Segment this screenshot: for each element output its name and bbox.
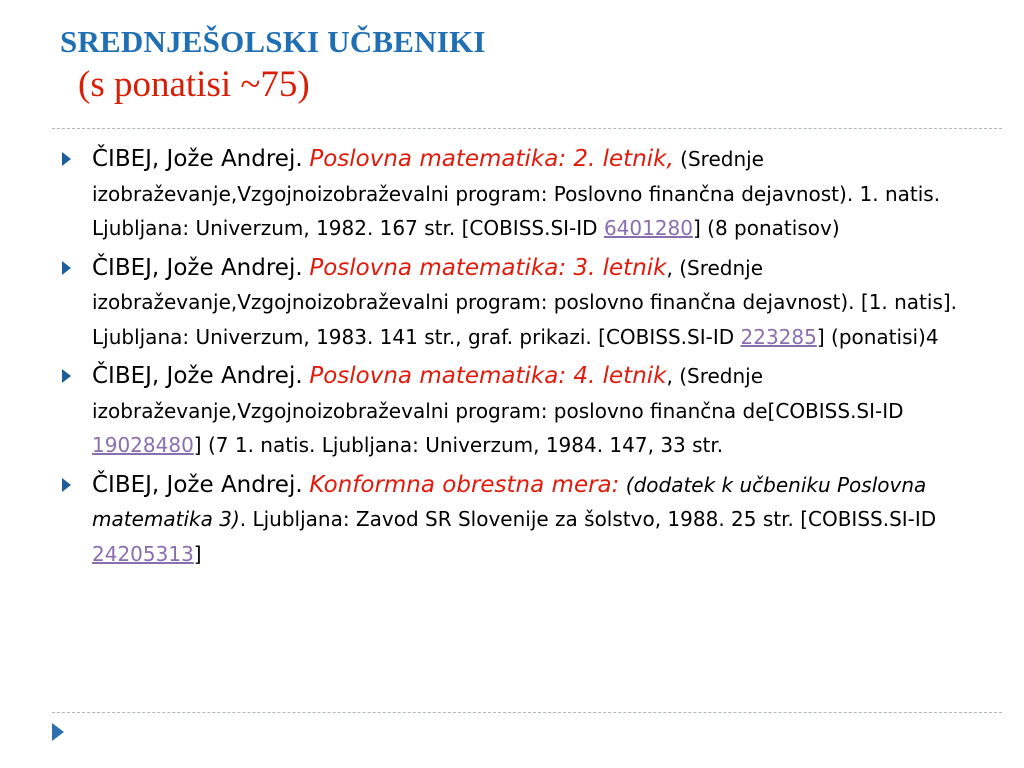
list-item <box>56 359 971 463</box>
entry-details: , (Srednje izobraževanje,Vzgojnoizobraževalni program: poslovno finančna de[COBISS.SI-ID <box>92 364 904 423</box>
entry-work-title: Konformna obrestna mera: <box>309 471 620 498</box>
entry-tail: ] <box>193 541 202 566</box>
entry-note: (dodatek k učbeniku Poslovna matematika 3) <box>92 472 927 531</box>
bibliography-list <box>56 142 971 576</box>
triangle-bullet-icon <box>62 152 71 166</box>
entry-author: ČIBEJ, Jože Andrej. <box>92 471 303 498</box>
next-slide-arrow-icon[interactable] <box>52 723 64 741</box>
triangle-bullet-icon <box>62 261 71 275</box>
entry-work-title: Poslovna matematika: 3. letnik <box>309 254 667 281</box>
entry-author: ČIBEJ, Jože Andrej. <box>92 146 303 172</box>
title-main: SREDNJEŠOLSKI UČBENIKI <box>60 24 486 59</box>
triangle-bullet-icon <box>62 478 71 492</box>
entry-author: ČIBEJ, Jože Andrej. <box>92 254 303 281</box>
entry-author: ČIBEJ, Jože Andrej. <box>92 363 303 389</box>
title-subtitle: (s ponatisi ~75) <box>78 64 310 105</box>
list-item <box>56 468 971 572</box>
entry-tail: ] (ponatisi)4 <box>816 324 939 349</box>
cobiss-id-link[interactable]: 6401280 <box>603 216 694 240</box>
list-item <box>56 251 971 355</box>
cobiss-id-link[interactable]: 19028480 <box>92 433 194 457</box>
slide-title <box>60 22 1000 108</box>
entry-tail: ] (8 ponatisov) <box>693 216 840 240</box>
entry-details: (Srednje izobraževanje,Vzgojnoizobraževalni program: Poslovno finančna dejavnost). 1. natis. Ljubljana: Univerzum, 1982. 167 str. [COBISS.SI-ID <box>92 147 941 240</box>
entry-tail: ] (7 1. natis. Ljubljana: Univerzum, 1984. 147, 33 str. <box>193 433 724 457</box>
entry-details: , (Srednje izobraževanje,Vzgojnoizobraževalni program: poslovno finančna dejavnost). [1. natis]. Ljubljana: Univerzum, 1983. 141 str., graf. prikazi. [COBISS.SI-ID <box>92 255 958 349</box>
entry-details: . Ljubljana: Zavod SR Slovenije za šolstvo, 1988. 25 str. [COBISS.SI-ID <box>239 507 937 531</box>
entry-work-title: Poslovna matematika: 2. letnik, <box>309 146 674 172</box>
top-divider <box>52 128 1002 129</box>
cobiss-id-link[interactable]: 223285 <box>740 324 817 349</box>
triangle-bullet-icon <box>62 369 71 383</box>
cobiss-id-link[interactable]: 24205313 <box>92 541 194 566</box>
list-item <box>56 142 971 246</box>
bottom-divider <box>52 712 1002 713</box>
entry-work-title: Poslovna matematika: 4. letnik <box>309 363 667 389</box>
